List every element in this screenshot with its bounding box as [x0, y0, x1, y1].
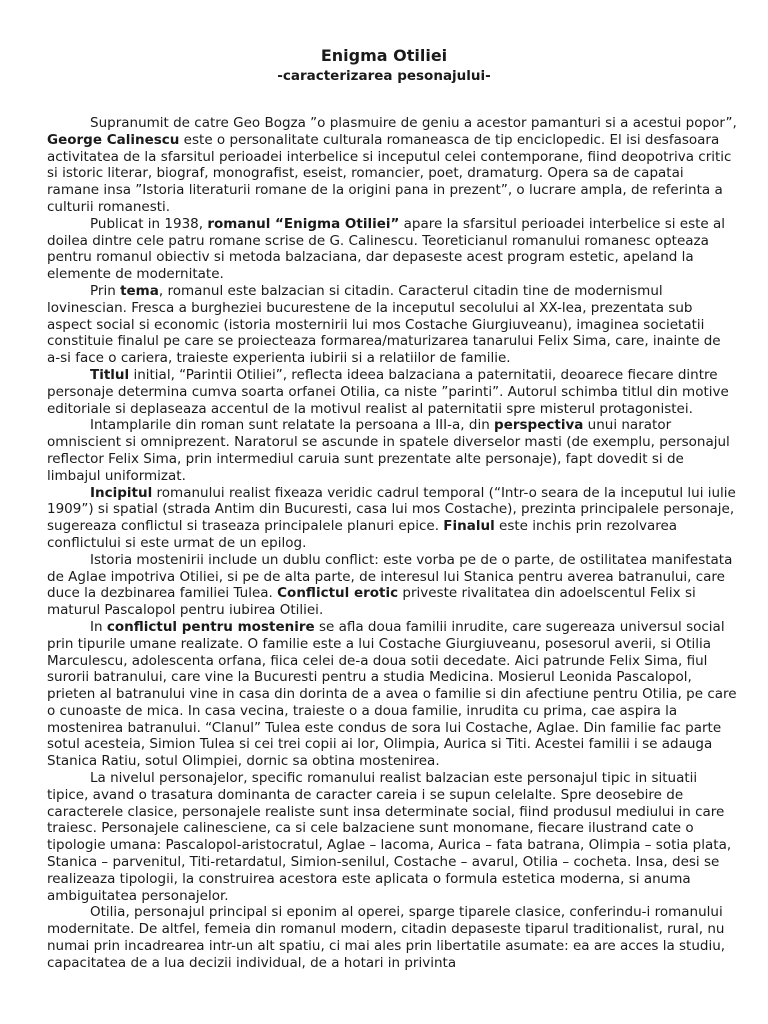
- paragraph: [47, 367, 737, 417]
- text-segment: Intamplarile din roman sunt relatate la persoana a III-a, din: [90, 417, 495, 434]
- bold-text: George Calinescu: [47, 131, 180, 148]
- bold-text: Titlul: [90, 366, 130, 383]
- text-segment: este o personalitate culturala romaneasca de tip enciclopedic. El isi desfasoara activitatea de la sfarsitul perioadei interbelice si inceputul celei contemporane, fiind deopotriva critic si istoric literar, biograf, monografist, eseist, romancier, poet, dramaturg. Opera sa de capatai ramane insa ”Istoria literaturii romane de la origini pana in prezent”, o lucrare ampla, de referinta a culturii romanesti.: [47, 131, 732, 215]
- bold-text: Conflictul erotic: [277, 585, 399, 602]
- text-segment: unui narator omniscient si omniprezent. Naratorul se ascunde in spatele diverselor masti (de exemplu, personajul reflector Felix Sima, prin intermediul caruia sunt prezentate alte personaje), fapt dovedit si de limbajul uniformizat.: [47, 417, 730, 484]
- text-segment: priveste rivalitatea din adoelscentul Felix si maturul Pascalopol pentru iubirea Otiliei.: [47, 585, 696, 619]
- document-title: Enigma Otiliei: [320, 46, 448, 65]
- paragraph: [47, 904, 737, 971]
- text-segment: Istoria mostenirii include un dublu conflict: este vorba pe de o parte, de ostilitatea manifestata de Aglae impotriva Otiliei, si pe de alta parte, de interesul lui Stanica pentru averea batranului, care duce la dezbinarea familiei Tulea.: [47, 551, 733, 602]
- bold-text: Finalul: [443, 518, 495, 535]
- paragraph: [47, 417, 737, 484]
- text-segment: Otilia, personajul principal si eponim al operei, sparge tiparele clasice, conferindu-i romanului modernitate. De altfel, femeia din romanul modern, citadin depaseste tiparul traditionalist, rural, nu numai prin incadrearea intr-un alt spatiu, ci mai ales prin libertatile asumate: ea are acces la studiu, capacitatea de a lua decizii individual, de a hotari in privinta: [47, 904, 726, 971]
- bold-text: romanul “Enigma Otiliei”: [207, 215, 400, 232]
- paragraph: [47, 216, 737, 283]
- bold-text: perspectiva: [494, 417, 584, 434]
- paragraph: [47, 115, 737, 216]
- text-segment: romanului realist fixeaza veridic cadrul temporal (“Intr-o seara de la inceputul lui iulie 1909”) si spatial (strada Antim din Bucuresti, casa lui mos Costache), prezinta principalele personaje, sugereaza conflictul si traseaza principalele planuri epice.: [47, 484, 736, 535]
- bold-text: conflictul pentru mostenire: [106, 618, 315, 635]
- text-segment: apare la sfarsitul perioadei interbelice si este al doilea dintre cele patru romane scrise de G. Calinescu. Teoreticianul romanului romanesc opteaza pentru romanul obiectiv si metoda balzaciana, dar depaseste acest program estetic, apeland la elemente de modernitate.: [47, 215, 726, 283]
- paragraph: [47, 770, 737, 904]
- document-body: [47, 115, 737, 972]
- text-segment: se afla doua familii inrudite, care sugereaza universul social prin tipurile umane realizate. O familie este a lui Costache Giurgiuveanu, posesorul averii, si Otilia Marculescu, adolescenta orfana, fiica celei de-a doua sotii decedate. Aici patrunde Felix Sima, fiul surorii batranului, care vine la Bucuresti pentru a studia Medicina. Mosierul Leonida Pascalopol, prieten al batranului vine in casa din dorinta de a avea o familie si din afectiune pentru Otilia, pe care o cunoaste de mica. In casa vecina, traieste o a doua familie, inrudita cu prima, cae aspira la mostenirea batranului. “Clanul” Tulea este condus de sora lui Costache, Aglae. Din familie fac parte sotul acesteia, Simion Tulea si cei trei copii ai lor, Olimpia, Aurica si Titi. Acestei familii i se adauga Stanica Ratiu, sotul Olimpiei, dornic sa obtina mostenirea.: [47, 618, 737, 770]
- text-segment: La nivelul personajelor, specific romanului realist balzacian este personajul tipic in situatii tipice, avand o trasatura dominanta de caracter careia i se supun celelalte. Spre deosebire de caracterele clasice, personajele realiste sunt insa determinate social, fiind produsul mediului in care traiesc. Personajele calinesciene, ca si cele balzaciene sunt monomane, fiecare ilustrand cate o tipologie umana: Pascalopol-aristocratul, Aglae – lacoma, Aurica – fata batrana, Olimpia – sotia plata, Stanica – parvenitul, Titi-retardatul, Simion-senilul, Costache – avarul, Otilia – cocheta. Insa, desi se realizeaza tipologii, la construirea acestora este aplicata o formula estetica moderna, si anuma ambiguitatea personajelor.: [47, 770, 732, 904]
- document-subtitle: -caracterizarea pesonajului-: [277, 68, 491, 84]
- text-segment: este inchis prin rezolvarea conflictului si este urmat de un epilog.: [47, 518, 678, 551]
- text-segment: initial, “Parintii Otiliei”, reflecta ideea balzaciana a paternitatii, deoarece fiecare dintre personaje determina cumva soarta orfanei Otilia, ca niste ”parinti”. Autorul schimba titlul din motive editoriale si deplaseaza accentul de la motivul realist al paternitatii spre misterul protagonistei.: [47, 366, 729, 417]
- text-segment: Supranumit de catre Geo Bogza ”o plasmuire de geniu a acestor pamanturi si a acestui popor”,: [90, 115, 737, 131]
- bold-text: tema: [120, 282, 159, 299]
- text-segment: In: [90, 618, 107, 635]
- text-segment: Publicat in 1938,: [90, 215, 208, 232]
- text-segment: Prin: [90, 282, 121, 299]
- bold-text: Incipitul: [90, 484, 153, 501]
- text-segment: , romanul este balzacian si citadin. Caracterul citadin tine de modernismul lovinescian. Fresca a burgheziei bucurestene de la inceputul secolului al XX-lea, prezentata sub aspect social si economic (istoria mosternirii lui mos Costache Giurgiuveanu), imaginea societatii constituie finalul pe care se proiecteaza formarea/maturizarea tanarului Felix Sima, care, inainte de a-si face o cariera, traieste experienta iubirii si a relatiilor de familie.: [47, 282, 721, 367]
- paragraph: [47, 552, 737, 619]
- paragraph: [47, 619, 737, 770]
- paragraph: [47, 283, 737, 367]
- paragraph: [47, 485, 737, 552]
